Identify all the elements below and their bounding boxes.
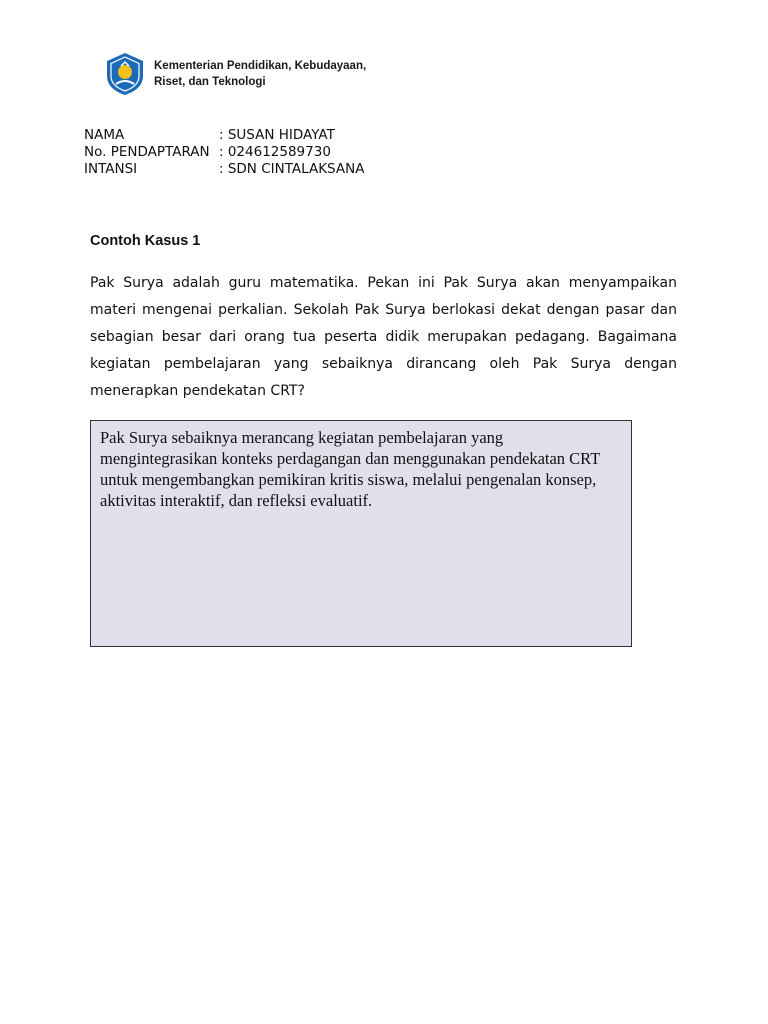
identity-row-nama — [84, 127, 364, 144]
identity-label: NAMA — [84, 127, 125, 143]
ministry-name — [154, 58, 366, 90]
identity-label: No. PENDAPTARAN — [84, 144, 210, 160]
ministry-name-line-2: Riset, dan Teknologi — [154, 76, 266, 88]
identity-value: : SUSAN HIDAYAT — [219, 127, 335, 143]
tut-wuri-handayani-emblem-icon — [104, 52, 146, 96]
case-description: Pak Surya adalah guru matematika. Pekan ini Pak Surya akan menyampaikan materi mengenai perkalian. Sekolah Pak Surya berlokasi dekat dengan pasar dan sebagian besar dari orang tua peserta didik merupakan pedagang. Bagaimana kegiatan pembelajaran yang sebaiknya dirancang oleh Pak Surya dengan menerapkan pendekatan CRT? — [90, 275, 677, 399]
identity-label: INTANSI — [84, 161, 138, 177]
identity-value: : 024612589730 — [219, 144, 331, 160]
identity-row-intansi — [84, 161, 364, 178]
identity-row-pendaftaran — [84, 144, 364, 161]
identity-value: : SDN CINTALAKSANA — [219, 161, 365, 177]
answer-text: Pak Surya sebaiknya merancang kegiatan pembelajaran yang mengintegrasikan konteks perdagangan dan menggunakan pendekatan CRT untuk mengembangkan pemikiran kritis siswa, melalui pengenalan konsep, aktivitas interaktif, dan refleksi evaluatif. — [100, 428, 600, 510]
ministry-name-line-1: Kementerian Pendidikan, Kebudayaan, — [154, 60, 367, 72]
case-title: Contoh Kasus 1 — [90, 233, 201, 249]
identity-block — [84, 127, 364, 178]
answer-box — [90, 420, 632, 647]
ministry-header — [104, 52, 366, 96]
